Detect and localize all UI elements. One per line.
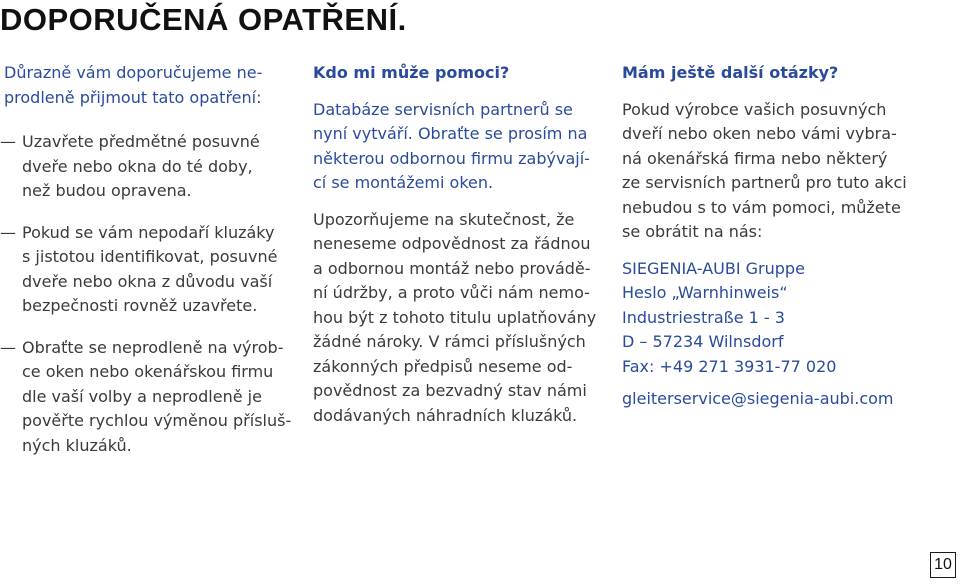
text-line: ná okenářská firma nebo některý [622, 148, 888, 168]
list-item [0, 336, 294, 459]
list-item [0, 130, 294, 204]
company-address [622, 257, 912, 380]
list-item [0, 221, 294, 319]
company-name: SIEGENIA-AUBI Gruppe [622, 258, 805, 278]
text-line: Obraťte se neprodleně na výrob- [22, 337, 284, 357]
text-line: dveře nebo okna do té doby, [22, 156, 253, 176]
text-line: s jistotou identifikovat, posuvné [22, 247, 278, 266]
text-line: nebudou s to vám pomoci, můžete [622, 197, 901, 217]
text-line: Uzavřete předmětné posuvné [22, 132, 260, 151]
dash-bullet: — [0, 337, 16, 357]
intro-paragraph [4, 61, 294, 110]
text-line: povědnost za bezvadný stav námi [313, 381, 587, 400]
text-line: cí se montážemi oken. [313, 173, 494, 192]
text-line: žádné nároky. V rámci příslušných [313, 332, 586, 351]
text-line: dveří nebo oken nebo vámi vybra- [622, 124, 897, 143]
text-line: zákonných předpisů neseme od- [313, 356, 573, 376]
fax-number: Fax: +49 271 3931-77 020 [622, 356, 837, 376]
text-line: Databáze servisních partnerů se [313, 99, 573, 119]
text-line: Pokud se vám nepodaří kluzáky [22, 222, 275, 242]
page-number: 10 [930, 552, 956, 578]
text-line: ných kluzáků. [22, 435, 132, 455]
contact-paragraph [622, 98, 912, 245]
text-line: Upozorňujeme na skutečnost, že [313, 209, 575, 229]
measures-list [0, 130, 294, 458]
text-line: Důrazně vám doporučujeme ne- [4, 63, 263, 82]
dash-bullet: — [0, 222, 16, 242]
street-address: Industriestraße 1 - 3 [622, 307, 785, 327]
measures-column [0, 61, 294, 458]
text-line: ze servisních partnerů pro tuto akci [622, 173, 907, 192]
text-line: než budou opravena. [22, 181, 192, 200]
text-line: ní údržby, a proto vůči nám nemo- [313, 283, 590, 302]
postal-city: D – 57234 Wilnsdorf [622, 332, 784, 351]
email-link[interactable]: gleiterservice@siegenia-aubi.com [622, 389, 894, 408]
liability-paragraph [313, 208, 598, 429]
dash-bullet: — [0, 132, 16, 151]
address-keyword: Heslo „Warnhinweis“ [622, 283, 788, 302]
partners-paragraph [313, 98, 598, 196]
text-line: některou odbornou firmu zabývají- [313, 148, 590, 168]
text-line: bezpečnosti rovněž uzavřete. [22, 296, 258, 315]
text-line: dle vaší volby a neprodleně je [22, 386, 262, 406]
section-heading: Mám ještě další otázky? [622, 63, 839, 82]
text-line: dodávaných náhradních kluzáků. [313, 405, 578, 425]
text-line: neneseme odpovědnost za řádnou [313, 234, 591, 253]
text-line: hou být z tohoto titulu uplatňovány [313, 307, 597, 327]
page-title: DOPORUČENÁ OPATŘENÍ. [0, 2, 407, 37]
text-line: ce oken nebo okenářskou firmu [22, 362, 274, 381]
text-line: nyní vytváří. Obraťte se prosím na [313, 124, 588, 143]
questions-column [622, 61, 912, 412]
text-line: prodleně přijmout tato opatření: [4, 87, 262, 107]
text-line: Pokud výrobce vašich posuvných [622, 99, 887, 119]
text-line: se obrátit na nás: [622, 222, 763, 241]
text-line: a odbornou montáž nebo provádě- [313, 258, 591, 278]
text-line: pověřte rychlou výměnou přísluš- [22, 411, 292, 430]
section-heading: Kdo mi může pomoci? [313, 63, 510, 82]
help-column [313, 61, 598, 428]
text-line: dveře nebo okna z důvodu vaší [22, 271, 273, 291]
